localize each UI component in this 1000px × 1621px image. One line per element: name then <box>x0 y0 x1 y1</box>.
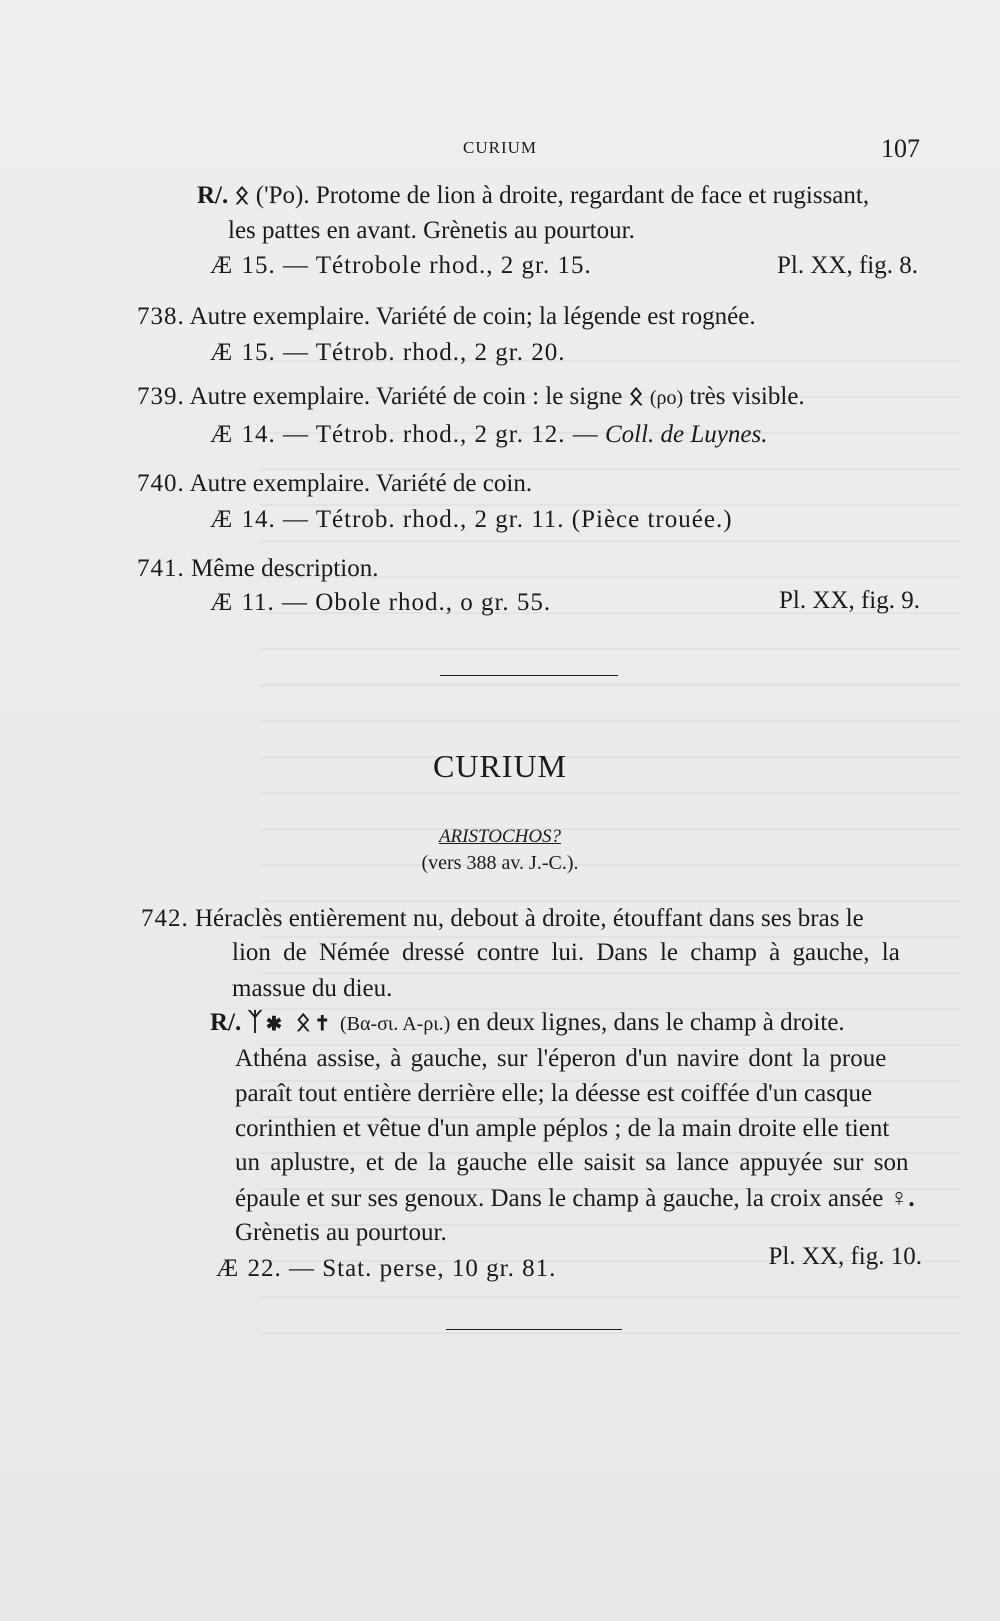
entry-738 <box>137 304 756 329</box>
coin-details: 22. — Stat. perse, 10 gr. 81. <box>247 1255 557 1282</box>
cypriot-syllabic-legend-icon: ᛉ✱ ᛟ✝ <box>247 1009 334 1036</box>
greek-transcription: (Βα-σι. Α-ρι.) <box>340 1013 451 1035</box>
entry-number: 741. <box>137 555 185 582</box>
entry-text: Héraclès entièrement nu, debout à droite, étouffant dans ses bras le <box>195 905 864 932</box>
entry-text: épaule et sur ses genoux. Dans le champ à gauche, la croix ansée <box>235 1185 884 1212</box>
metal-symbol: Æ <box>210 589 232 616</box>
entry-number: 742. <box>141 905 189 932</box>
metal-line-737 <box>210 253 592 278</box>
entry-742-line-10: Grènetis au pourtour. <box>235 1219 447 1246</box>
reverse-line-2: les pattes en avant. Grènetis au pourtour. <box>228 217 635 244</box>
metal-line-740 <box>210 507 733 532</box>
greek-legend: (ρο) <box>649 387 684 409</box>
metal-line-738 <box>210 340 565 365</box>
entry-number: 738. <box>137 303 185 330</box>
rho-omicron-sign-icon: ᛟ <box>628 383 644 410</box>
entry-742-line-4 <box>210 1010 845 1035</box>
recipe-mark: R/. <box>197 182 229 209</box>
coin-details: 15. — Tétrobole rhod., 2 gr. 15. <box>241 252 592 279</box>
entry-text-end: très visible. <box>689 383 805 410</box>
plate-reference: Pl. XX, fig. 10. <box>768 1243 922 1270</box>
coin-details: 15. — Tétrob. rhod., 2 gr. 20. <box>241 339 566 366</box>
metal-symbol: Æ <box>216 1255 238 1282</box>
greek-legend: ('Ρο). <box>255 182 310 209</box>
metal-line-741 <box>210 590 551 615</box>
entry-text: Même description. <box>191 555 379 582</box>
section-title: CURIUM <box>432 748 567 784</box>
date-range: (vers 388 av. J.-C.). <box>421 852 579 874</box>
metal-line-742 <box>216 1256 556 1281</box>
entry-742-line-1 <box>141 906 864 931</box>
entry-text: Autre exemplaire. Variété de coin. <box>189 470 533 497</box>
running-head: CURIUM <box>462 138 537 157</box>
entry-number: 740. <box>137 470 185 497</box>
reverse-line-1 <box>197 183 869 208</box>
entry-742-line-6: paraît tout entière derrière elle; la déesse est coiffée d'un casque <box>235 1080 873 1107</box>
description-text: Protome de lion à droite, regardant de face et rugissant, <box>315 182 870 209</box>
rho-omicron-sign-icon: ᛟ <box>234 182 250 209</box>
recipe-mark: R/. <box>210 1009 242 1036</box>
end-divider <box>446 1329 622 1330</box>
entry-742-line-7: corinthien et vêtue d'un ample péplos ; de la main droite elle tient <box>235 1115 890 1142</box>
entry-742-line-8: un aplustre, et de la gauche elle saisit sa lance appuyée sur son <box>235 1149 909 1176</box>
entry-742-line-5: Athéna assise, à gauche, sur l'éperon d'un navire dont la proue <box>235 1045 887 1072</box>
magistrate-name: ARISTOCHOS? <box>438 826 562 847</box>
plate-reference: Pl. XX, fig. 9. <box>779 587 920 614</box>
entry-742-line-2: lion de Némée dressé contre lui. Dans le champ à gauche, la <box>232 939 900 966</box>
collection-name: Coll. de Luynes. <box>604 421 768 448</box>
plate-reference: Pl. XX, fig. 8. <box>777 252 918 279</box>
coin-details: 14. — Tétrob. rhod., 2 gr. 11. (Pièce trouée.) <box>241 506 733 533</box>
entry-text: en deux lignes, dans le champ à droite. <box>456 1009 845 1036</box>
coin-details: 11. — Obole rhod., o gr. 55. <box>241 589 552 616</box>
entry-text: Autre exemplaire. Variété de coin : le signe <box>189 383 623 410</box>
ankh-cross-icon: ♀. <box>889 1185 915 1212</box>
section-divider <box>440 675 618 676</box>
entry-740 <box>137 471 532 496</box>
entry-742-line-9 <box>235 1186 915 1211</box>
entry-text: Autre exemplaire. Variété de coin; la légende est rognée. <box>189 303 756 330</box>
metal-symbol: Æ <box>210 339 232 366</box>
entry-739 <box>137 384 805 409</box>
entry-741 <box>137 556 378 581</box>
metal-symbol: Æ <box>210 252 232 279</box>
metal-symbol: Æ <box>210 421 232 448</box>
coin-details: 14. — Tétrob. rhod., 2 gr. 12. — <box>241 421 599 448</box>
entry-742-line-3: massue du dieu. <box>232 975 393 1002</box>
entry-number: 739. <box>137 383 185 410</box>
metal-symbol: Æ <box>210 506 232 533</box>
page-number: 107 <box>881 134 920 163</box>
metal-line-739 <box>210 422 767 447</box>
